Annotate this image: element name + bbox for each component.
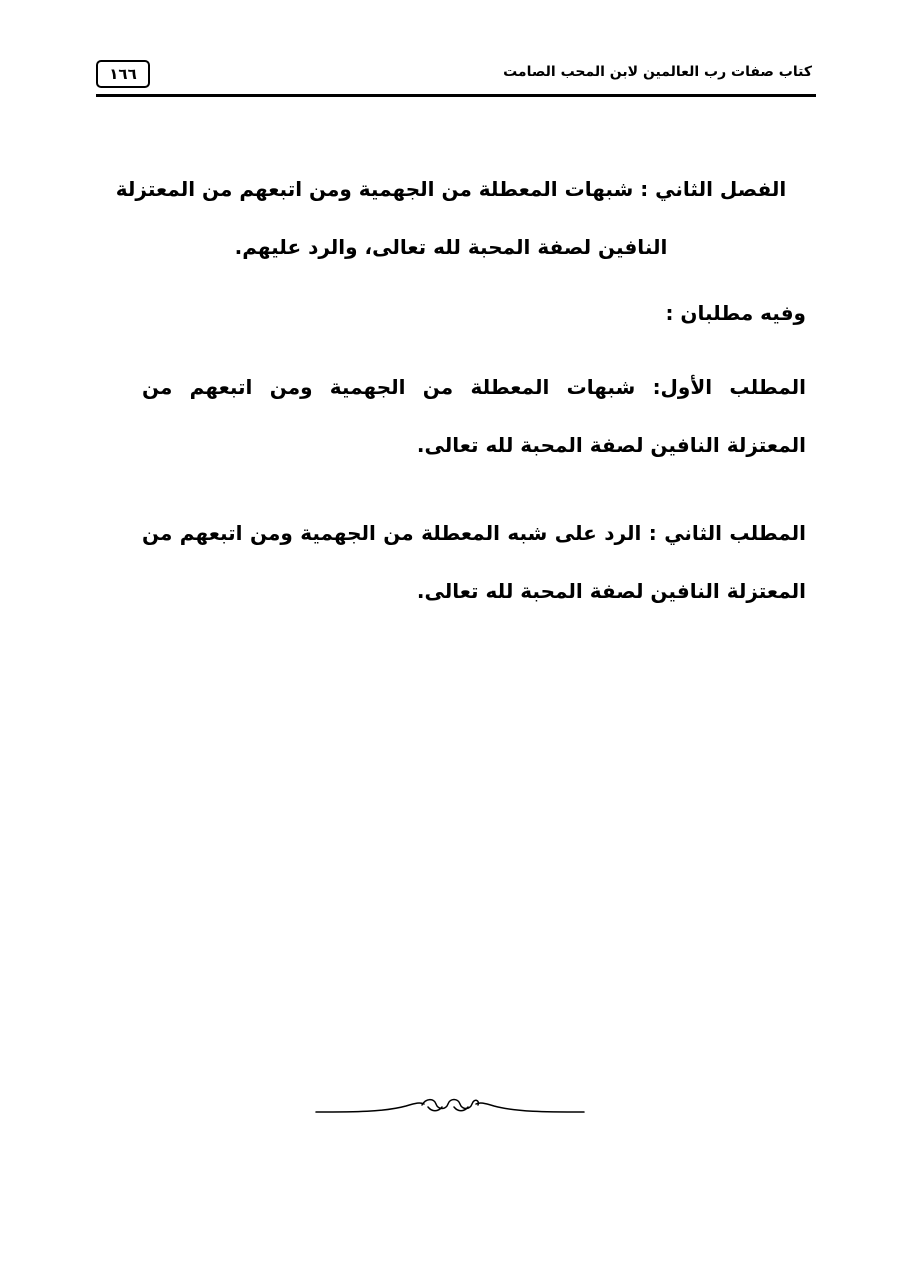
decorative-divider-icon bbox=[314, 1092, 586, 1120]
running-title: كتاب صفات رب العالمين لابن المحب الصامت bbox=[503, 64, 812, 80]
page-content bbox=[96, 160, 806, 620]
section-item-1: المطلب الأول: شبهات المعطلة من الجهمية ومن اتبعهم من المعتزلة النافين لصفة المحبة لله تعالى. bbox=[142, 375, 806, 457]
page-header bbox=[96, 56, 816, 97]
page-number: ١٦٦ bbox=[96, 60, 150, 88]
chapter-title: الفصل الثاني : شبهات المعطلة من الجهمية ومن اتبعهم من المعتزلة النافين لصفة المحبة لله تعالى، والرد عليهم. bbox=[115, 177, 787, 259]
section-item-2: المطلب الثاني : الرد على شبه المعطلة من الجهمية ومن اتبعهم من المعتزلة النافين لصفة المحبة لله تعالى. bbox=[142, 521, 806, 603]
intro-line: وفيه مطلبان : bbox=[665, 301, 806, 325]
